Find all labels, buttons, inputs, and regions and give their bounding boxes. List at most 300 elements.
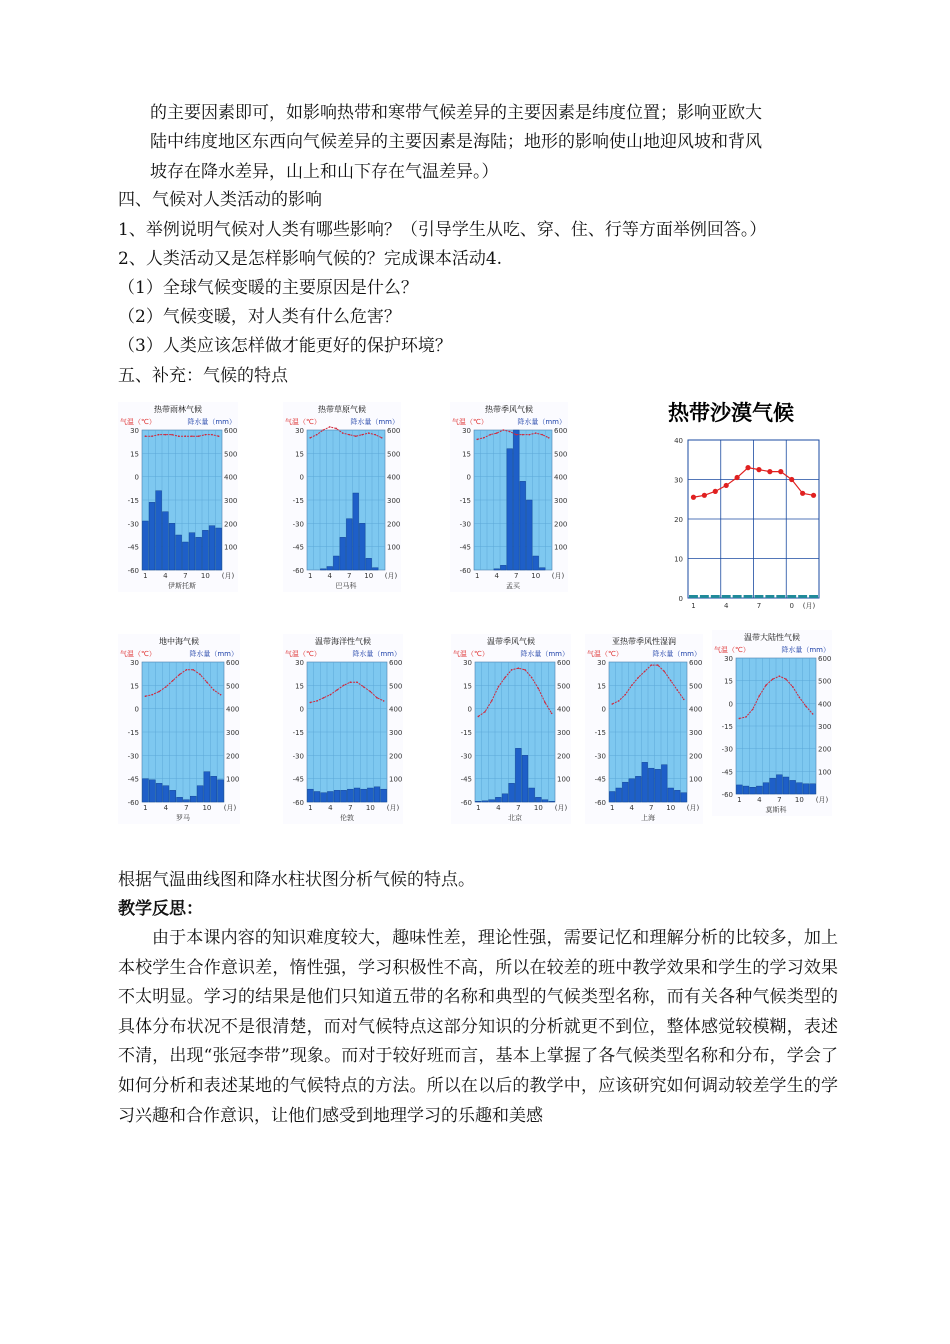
precip-bar bbox=[616, 788, 622, 802]
precip-tick-label: 100 bbox=[818, 768, 832, 777]
precip-bar bbox=[170, 790, 176, 802]
temp-tick-label: -30 bbox=[594, 752, 606, 761]
precip-bar bbox=[475, 801, 481, 802]
chart-instruction: 根据气温曲线图和降水柱状图分析气候的特点。 bbox=[118, 870, 475, 890]
precip-tick-label: 500 bbox=[224, 450, 238, 459]
precip-tick-label: 500 bbox=[689, 682, 703, 691]
month-tick-label: (月) bbox=[223, 804, 237, 812]
month-tick-label: 4 bbox=[496, 804, 501, 812]
precip-tick-label: 400 bbox=[557, 705, 571, 714]
temperature-point bbox=[735, 475, 740, 480]
temperature-point bbox=[657, 664, 659, 666]
temperature-point bbox=[631, 685, 633, 687]
temperature-point bbox=[676, 689, 678, 691]
precip-axis-label: 降水量（mm） bbox=[189, 650, 238, 658]
precip-bar bbox=[327, 792, 333, 803]
precip-axis-label: 降水量（mm） bbox=[352, 650, 401, 658]
climate-chart-subtropical-monsoon bbox=[585, 634, 703, 824]
month-tick-label: 4 bbox=[629, 804, 634, 812]
temperature-point bbox=[356, 681, 358, 683]
month-tick-label: 10 bbox=[364, 572, 374, 580]
chart-svg bbox=[712, 630, 832, 816]
text-line-6: 2、人类活动又是怎样影响气候的？完成课本活动4. bbox=[118, 249, 503, 269]
precip-tick-label: 200 bbox=[226, 752, 240, 761]
precip-tick-label: 400 bbox=[818, 700, 832, 709]
precip-tick-label: 300 bbox=[226, 729, 240, 737]
precip-tick-label: 100 bbox=[557, 775, 571, 784]
temperature-point bbox=[663, 671, 665, 673]
temperature-point bbox=[171, 434, 173, 436]
temperature-point bbox=[370, 691, 372, 693]
text-line-1: 的主要因素即可，如影响热带和寒带气候差异的主要因素是纬度位置；影响亚欧大 bbox=[150, 103, 762, 123]
temperature-point bbox=[535, 432, 537, 434]
temp-tick-label: 0 bbox=[467, 705, 472, 714]
temp-tick-label: 30 bbox=[130, 659, 139, 667]
precip-bar bbox=[142, 779, 148, 802]
temperature-point bbox=[336, 689, 338, 691]
precip-bar bbox=[520, 481, 526, 570]
precip-bar bbox=[689, 595, 698, 598]
temperature-point bbox=[811, 493, 816, 498]
temperature-point bbox=[158, 691, 160, 693]
precip-tick-label: 100 bbox=[389, 775, 403, 784]
precip-tick-label: 600 bbox=[387, 427, 401, 435]
precip-tick-label: 600 bbox=[689, 659, 703, 667]
precip-axis-label: 降水量（mm） bbox=[652, 650, 701, 658]
temp-tick-label: -60 bbox=[127, 799, 139, 807]
precip-tick-label: 200 bbox=[224, 520, 238, 529]
temp-axis-label: 气温（℃） bbox=[285, 650, 321, 658]
month-tick-label: 1 bbox=[308, 804, 313, 812]
temperature-point bbox=[785, 678, 787, 680]
temperature-point bbox=[191, 435, 193, 437]
precip-bar bbox=[513, 430, 519, 570]
precip-axis-label: 降水量（mm） bbox=[517, 418, 566, 426]
precip-tick-label: 600 bbox=[554, 427, 568, 435]
city-label: 孟买 bbox=[506, 582, 520, 590]
month-tick-label: (月) bbox=[551, 572, 565, 580]
precip-tick-label: 600 bbox=[818, 655, 832, 663]
section-heading-5: 五、补充：气候的特点 bbox=[118, 366, 288, 386]
temp-tick-label: -15 bbox=[594, 729, 606, 737]
month-tick-label: 1 bbox=[143, 804, 148, 812]
temperature-point bbox=[343, 685, 345, 687]
precip-bar bbox=[803, 784, 809, 794]
temperature-point bbox=[772, 678, 774, 680]
precip-bar bbox=[177, 797, 183, 802]
precip-bar bbox=[515, 748, 521, 802]
temperature-point bbox=[548, 437, 550, 439]
temperature-point bbox=[484, 711, 486, 713]
temperature-point bbox=[192, 669, 194, 671]
temperature-point bbox=[551, 713, 553, 715]
temperature-point bbox=[335, 428, 337, 430]
temp-tick-label: -45 bbox=[721, 768, 733, 777]
month-tick-label: 1 bbox=[308, 572, 313, 580]
precip-tick-label: 200 bbox=[554, 520, 568, 529]
temperature-point bbox=[650, 664, 652, 666]
temperature-point bbox=[381, 437, 383, 439]
chart-title: 亚热带季风性湿润 bbox=[612, 637, 676, 646]
month-tick-label: 4 bbox=[328, 804, 333, 812]
temperature-point bbox=[310, 702, 312, 704]
precip-bar bbox=[622, 782, 628, 802]
climate-chart-tropical-monsoon bbox=[450, 402, 568, 592]
temp-tick-label: -15 bbox=[127, 497, 139, 505]
temperature-point bbox=[670, 680, 672, 682]
temp-tick-label: -60 bbox=[292, 799, 304, 807]
month-tick-label: 10 bbox=[533, 804, 543, 812]
temp-tick-label: 10 bbox=[674, 555, 683, 564]
chart-svg bbox=[118, 402, 238, 592]
chart-svg bbox=[118, 634, 240, 824]
temperature-point bbox=[518, 667, 520, 669]
temperature-point bbox=[145, 695, 147, 697]
climate-chart-tropical-rainforest bbox=[118, 402, 238, 592]
temperature-point bbox=[611, 703, 613, 705]
precip-bar bbox=[722, 595, 731, 598]
temp-tick-label: 15 bbox=[462, 450, 471, 459]
precip-tick-label: 400 bbox=[689, 705, 703, 714]
precip-bar bbox=[320, 569, 326, 570]
chart-svg bbox=[450, 402, 568, 592]
precip-tick-label: 500 bbox=[557, 682, 571, 691]
climate-chart-temperate-monsoon bbox=[451, 634, 571, 824]
temperature-point bbox=[724, 483, 729, 488]
precip-bar bbox=[635, 776, 641, 802]
precip-tick-label: 500 bbox=[554, 450, 568, 459]
precip-tick-label: 200 bbox=[818, 745, 832, 754]
chart-svg bbox=[283, 402, 401, 592]
temp-tick-label: 0 bbox=[678, 595, 683, 603]
reflection-title: 教学反思： bbox=[118, 899, 203, 919]
month-tick-label: 1 bbox=[691, 602, 696, 610]
precip-axis-label: 降水量（mm） bbox=[520, 650, 569, 658]
precip-bar bbox=[307, 789, 313, 802]
precip-bar bbox=[341, 790, 347, 802]
month-tick-label: (月) bbox=[686, 804, 700, 812]
precip-bar bbox=[216, 528, 222, 570]
chart-title: 温带海洋性气候 bbox=[315, 637, 371, 646]
temperature-point bbox=[531, 677, 533, 679]
precip-tick-label: 300 bbox=[389, 729, 403, 737]
temp-tick-label: -30 bbox=[459, 520, 471, 529]
month-tick-label: 10 bbox=[365, 804, 375, 812]
chart-title: 热带草原气候 bbox=[318, 405, 366, 414]
temperature-point bbox=[544, 702, 546, 704]
precip-bar bbox=[750, 787, 756, 794]
temp-tick-label: 0 bbox=[299, 705, 304, 714]
precip-bar bbox=[681, 793, 687, 802]
temperature-point bbox=[363, 686, 365, 688]
precip-bar bbox=[374, 787, 380, 802]
temp-axis-label: 气温（℃） bbox=[120, 418, 156, 426]
reflection-paragraph: 由于本课内容的知识难度较大，趣味性差，理论性强，需要记忆和理解分析的比较多，加上本校学生合作意识差，惰性强，学习积极性不高，所以在较差的班中教学效果和学生的学习效果不太明显。学习的结果是他们只知道五带的名称和典型的气候类型名称，而有关各种气候类型的具体分布状况不是很清楚，而对气候特点这部分知识的分析就更不到位，整体感觉较模糊，表述不清，出现“张冠李带”现象。而对于较好班而言，基本上掌握了各气候类型名称和分布，学会了如何分析和表述某地的气候特点的方法。所以在以后的教学中，应该研究如何调动较差学生的学习兴趣和合作意识，让他们感受到地理学习的乐趣和美感 bbox=[118, 928, 838, 1126]
month-tick-label: 4 bbox=[163, 572, 168, 580]
precip-bar bbox=[327, 567, 333, 571]
temperature-point bbox=[800, 491, 805, 496]
month-tick-label: 4 bbox=[723, 602, 729, 610]
temperature-point bbox=[368, 432, 370, 434]
precip-bar bbox=[507, 449, 513, 570]
precip-bar bbox=[353, 493, 359, 570]
temperature-point bbox=[316, 700, 318, 702]
temp-tick-label: 40 bbox=[674, 437, 683, 445]
text-line-3: 坡存在降水差异，山上和山下存在气温差异。） bbox=[150, 162, 499, 182]
precip-bar bbox=[204, 772, 210, 802]
precip-bar bbox=[156, 783, 162, 802]
precip-tick-label: 500 bbox=[389, 682, 403, 691]
temp-tick-label: -30 bbox=[292, 752, 304, 761]
month-tick-label: 7 bbox=[347, 572, 352, 580]
city-label: 上海 bbox=[641, 814, 655, 822]
temp-tick-label: -60 bbox=[594, 799, 606, 807]
temperature-point bbox=[206, 681, 208, 683]
precip-bar bbox=[810, 784, 816, 794]
temperature-point bbox=[789, 477, 794, 482]
climate-chart-temperate-maritime bbox=[283, 634, 403, 824]
precip-bar bbox=[787, 595, 796, 598]
text-line-2: 陆中纬度地区东西向气候差异的主要因素是海陆；地形的影响使山地迎风坡和背风 bbox=[150, 132, 762, 152]
temperature-point bbox=[528, 434, 530, 436]
precip-tick-label: 200 bbox=[387, 520, 401, 529]
temp-tick-label: 0 bbox=[134, 705, 139, 714]
month-tick-label: (月) bbox=[221, 572, 235, 580]
temp-tick-label: -15 bbox=[127, 729, 139, 737]
precip-bar bbox=[529, 788, 535, 802]
temperature-point bbox=[179, 674, 181, 676]
climate-chart-tropical-desert bbox=[660, 398, 825, 610]
precip-bar bbox=[535, 797, 541, 802]
chart-title: 热带雨林气候 bbox=[154, 405, 202, 414]
precip-bar bbox=[549, 801, 555, 802]
temp-tick-label: -15 bbox=[292, 497, 304, 505]
precip-tick-label: 400 bbox=[387, 473, 401, 482]
temperature-point bbox=[805, 706, 807, 708]
precip-bar bbox=[668, 788, 674, 802]
precip-tick-label: 600 bbox=[224, 427, 238, 435]
temp-tick-label: 15 bbox=[295, 450, 304, 459]
temperature-point bbox=[779, 675, 781, 677]
month-tick-label: 7 bbox=[516, 804, 521, 812]
chart-title: 地中海气候 bbox=[159, 637, 199, 646]
precip-bar bbox=[542, 800, 548, 802]
temperature-point bbox=[185, 435, 187, 437]
temperature-point bbox=[502, 429, 504, 431]
month-tick-label: 7 bbox=[777, 796, 782, 804]
temp-tick-label: 30 bbox=[462, 427, 471, 435]
temperature-point bbox=[329, 426, 331, 428]
chart-svg bbox=[451, 634, 571, 824]
temperature-point bbox=[186, 669, 188, 671]
month-tick-label: (月) bbox=[386, 804, 400, 812]
precip-bar bbox=[340, 537, 346, 570]
temp-tick-label: 15 bbox=[295, 682, 304, 691]
temperature-point bbox=[199, 674, 201, 676]
temp-tick-label: -45 bbox=[460, 775, 472, 784]
temperature-point bbox=[330, 694, 332, 696]
temp-tick-label: -45 bbox=[127, 543, 139, 552]
temperature-point bbox=[637, 677, 639, 679]
month-tick-label: 4 bbox=[327, 572, 332, 580]
precip-axis-label: 降水量（mm） bbox=[350, 418, 399, 426]
temp-tick-label: 30 bbox=[597, 659, 606, 667]
temperature-point bbox=[504, 677, 506, 679]
precip-bar bbox=[334, 790, 340, 802]
precip-bar bbox=[218, 780, 224, 802]
precip-tick-label: 200 bbox=[389, 752, 403, 761]
temp-tick-label: 0 bbox=[601, 705, 606, 714]
temp-tick-label: -15 bbox=[292, 729, 304, 737]
month-tick-label: 1 bbox=[143, 572, 148, 580]
temp-tick-label: -60 bbox=[459, 567, 471, 575]
precip-bar bbox=[156, 491, 162, 570]
precip-tick-label: 100 bbox=[554, 543, 568, 552]
precip-axis-label: 降水量（mm） bbox=[187, 418, 236, 426]
month-tick-label: 7 bbox=[514, 572, 519, 580]
precip-bar bbox=[196, 537, 202, 570]
precip-bar bbox=[674, 790, 680, 802]
temp-tick-label: -30 bbox=[460, 752, 472, 761]
month-tick-label: 0 bbox=[789, 602, 794, 610]
temperature-point bbox=[745, 465, 750, 470]
question-2: （2）气候变暖，对人类有什么危害？ bbox=[118, 307, 401, 327]
month-tick-label: 10 bbox=[666, 804, 676, 812]
temp-tick-label: 15 bbox=[463, 682, 472, 691]
precip-tick-label: 100 bbox=[226, 775, 240, 784]
precip-bar bbox=[367, 788, 373, 802]
precip-tick-label: 300 bbox=[554, 497, 568, 505]
temp-tick-label: -60 bbox=[127, 567, 139, 575]
temperature-point bbox=[151, 435, 153, 437]
temperature-point bbox=[496, 432, 498, 434]
precip-bar bbox=[347, 789, 353, 802]
temp-axis-label: 气温（℃） bbox=[453, 650, 489, 658]
temperature-point bbox=[745, 716, 747, 718]
temp-tick-label: -45 bbox=[292, 775, 304, 784]
temp-tick-label: 30 bbox=[724, 655, 733, 663]
precip-bar bbox=[162, 512, 168, 570]
temperature-point bbox=[799, 696, 801, 698]
temp-tick-label: 30 bbox=[674, 476, 683, 485]
temp-axis-label: 气温（℃） bbox=[452, 418, 488, 426]
precip-bar bbox=[733, 595, 742, 598]
temp-tick-label: 30 bbox=[295, 659, 304, 667]
precip-bar bbox=[169, 523, 175, 570]
precip-bar bbox=[783, 777, 789, 794]
precip-tick-label: 300 bbox=[224, 497, 238, 505]
month-tick-label: (月) bbox=[802, 602, 816, 610]
temperature-point bbox=[158, 434, 160, 436]
precip-bar bbox=[642, 762, 648, 802]
precip-axis-label: 降水量（mm） bbox=[781, 646, 830, 654]
temp-tick-label: -30 bbox=[127, 752, 139, 761]
chart-svg bbox=[660, 398, 825, 610]
precip-tick-label: 300 bbox=[387, 497, 401, 505]
month-tick-label: (月) bbox=[815, 796, 829, 804]
month-tick-label: 7 bbox=[184, 804, 189, 812]
precip-bar bbox=[533, 556, 539, 570]
temp-tick-label: -45 bbox=[459, 543, 471, 552]
precip-tick-label: 100 bbox=[689, 775, 703, 784]
city-label: 北京 bbox=[508, 814, 522, 822]
temperature-point bbox=[211, 434, 213, 436]
precip-bar bbox=[743, 786, 749, 794]
temp-tick-label: 0 bbox=[466, 473, 471, 482]
precip-bar bbox=[381, 789, 387, 802]
precip-bar bbox=[494, 569, 500, 570]
temperature-point bbox=[538, 688, 540, 690]
temperature-point bbox=[383, 700, 385, 702]
precip-bar bbox=[189, 533, 195, 570]
month-tick-label: 10 bbox=[202, 804, 212, 812]
month-tick-label: (月) bbox=[384, 572, 398, 580]
temperature-point bbox=[498, 686, 500, 688]
temp-tick-label: -45 bbox=[292, 543, 304, 552]
temperature-point bbox=[739, 718, 741, 720]
precip-bar bbox=[756, 786, 762, 794]
temperature-point bbox=[178, 435, 180, 437]
temperature-point bbox=[355, 435, 357, 437]
precip-bar bbox=[482, 801, 488, 802]
temperature-point bbox=[752, 709, 754, 711]
month-tick-label: 4 bbox=[494, 572, 499, 580]
temp-tick-label: 15 bbox=[724, 677, 733, 686]
precip-bar bbox=[655, 769, 661, 802]
temperature-point bbox=[172, 680, 174, 682]
temperature-point bbox=[522, 434, 524, 436]
temperature-point bbox=[624, 694, 626, 696]
precip-bar bbox=[539, 568, 545, 570]
precip-bar bbox=[661, 765, 667, 802]
climate-chart-tropical-savanna bbox=[283, 402, 401, 592]
precip-bar bbox=[522, 755, 528, 802]
temperature-point bbox=[316, 434, 318, 436]
precip-tick-label: 600 bbox=[389, 659, 403, 667]
precip-bar bbox=[372, 568, 378, 570]
precip-bar bbox=[711, 595, 720, 598]
precip-bar bbox=[366, 558, 372, 570]
precip-tick-label: 100 bbox=[387, 543, 401, 552]
month-tick-label: 4 bbox=[757, 796, 762, 804]
temperature-point bbox=[511, 669, 513, 671]
precip-bar bbox=[202, 530, 208, 570]
precip-bar bbox=[211, 776, 217, 802]
temperature-point bbox=[374, 434, 376, 436]
chart-title: 热带季风气候 bbox=[485, 405, 533, 414]
precip-bar bbox=[809, 595, 818, 598]
temp-tick-label: -60 bbox=[460, 799, 472, 807]
temperature-point bbox=[151, 694, 153, 696]
temperature-point bbox=[515, 434, 517, 436]
temperature-point bbox=[691, 495, 696, 500]
temp-tick-label: -15 bbox=[721, 723, 733, 731]
temperature-point bbox=[541, 434, 543, 436]
temp-tick-label: -60 bbox=[292, 567, 304, 575]
temperature-point bbox=[205, 434, 207, 436]
precip-bar bbox=[361, 789, 367, 802]
city-label: 罗马 bbox=[176, 814, 190, 822]
month-tick-label: 1 bbox=[737, 796, 742, 804]
temperature-point bbox=[524, 669, 526, 671]
temp-axis-label: 气温（℃） bbox=[714, 646, 750, 654]
precip-bar bbox=[744, 595, 753, 598]
temp-tick-label: -15 bbox=[460, 729, 472, 737]
month-tick-label: 7 bbox=[649, 804, 654, 812]
temp-tick-label: 15 bbox=[130, 450, 139, 459]
temperature-point bbox=[361, 434, 363, 436]
month-tick-label: 1 bbox=[610, 804, 615, 812]
